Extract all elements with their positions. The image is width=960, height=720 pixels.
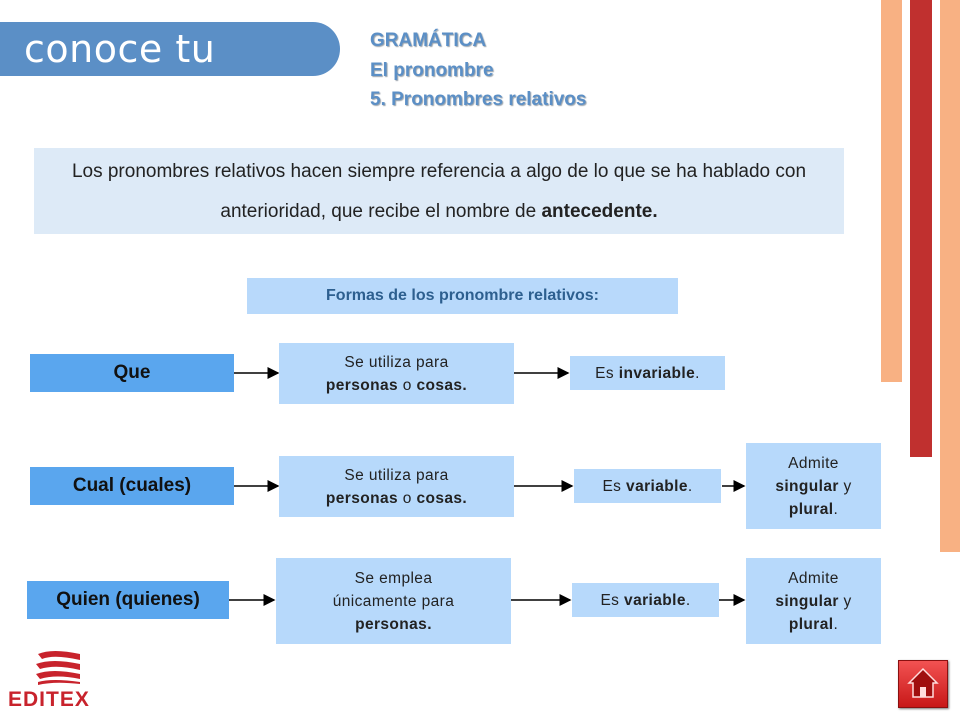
brand-banner: conoce tu lengua (0, 22, 340, 76)
var-bold: variable (626, 477, 688, 495)
heading-topic: El pronombre (370, 60, 494, 81)
use-line: Se utiliza para (344, 466, 449, 484)
variability-box-quien (572, 583, 719, 617)
intro-antecedente: antecedente. (541, 201, 658, 222)
num-mid: y (838, 477, 852, 495)
use-mid: o (398, 489, 417, 507)
use-bold-2: cosas. (416, 489, 468, 507)
num-end: . (833, 615, 839, 633)
num-bold-1: singular (775, 592, 839, 610)
num-line: Admite (788, 454, 839, 472)
use-box-que (279, 343, 514, 404)
use-line-2: únicamente para (332, 592, 455, 610)
term-que: Que (30, 354, 234, 392)
var-pre: Es (595, 364, 619, 382)
number-box-quien (746, 558, 881, 644)
use-bold-1: personas (325, 376, 399, 394)
num-bold-2: plural (788, 615, 834, 633)
var-post: . (687, 477, 693, 495)
var-post: . (695, 364, 700, 382)
editex-logo (8, 648, 108, 715)
term-cual: Cual (cuales) (30, 467, 234, 505)
variability-box-cual (574, 469, 721, 503)
heading-subject: GRAMÁTICA (370, 30, 487, 51)
term-quien: Quien (quienes) (27, 581, 229, 619)
use-bold-2: cosas. (416, 376, 468, 394)
use-bold-1: personas (325, 489, 399, 507)
editex-wordmark: EDITEX (8, 688, 90, 710)
use-bold-1: personas. (355, 615, 432, 633)
intro-text: Los pronombres relativos hacen siempre referencia a algo de lo que se ha hablado con anterioridad, que recibe el nombre de (71, 161, 807, 222)
use-box-quien (276, 558, 511, 644)
num-bold-2: plural (788, 500, 834, 518)
num-mid: y (838, 592, 852, 610)
use-line-1: Se emplea (354, 569, 433, 587)
var-pre: Es (602, 477, 627, 495)
num-bold-1: singular (775, 477, 839, 495)
var-post: . (685, 591, 691, 609)
var-pre: Es (600, 591, 625, 609)
section-title: Formas de los pronombre relativos: (247, 278, 678, 314)
num-line: Admite (788, 569, 839, 587)
number-box-cual (746, 443, 881, 529)
use-mid: o (398, 376, 417, 394)
var-bold: invariable (618, 364, 696, 382)
editex-book-icon (8, 648, 108, 710)
use-line: Se utiliza para (344, 353, 449, 371)
var-bold: variable (624, 591, 686, 609)
use-box-cual (279, 456, 514, 517)
heading-section: 5. Pronombres relativos (370, 89, 587, 110)
variability-box-que (570, 356, 725, 390)
num-end: . (833, 500, 839, 518)
home-button[interactable] (898, 660, 948, 708)
home-icon (899, 661, 947, 707)
